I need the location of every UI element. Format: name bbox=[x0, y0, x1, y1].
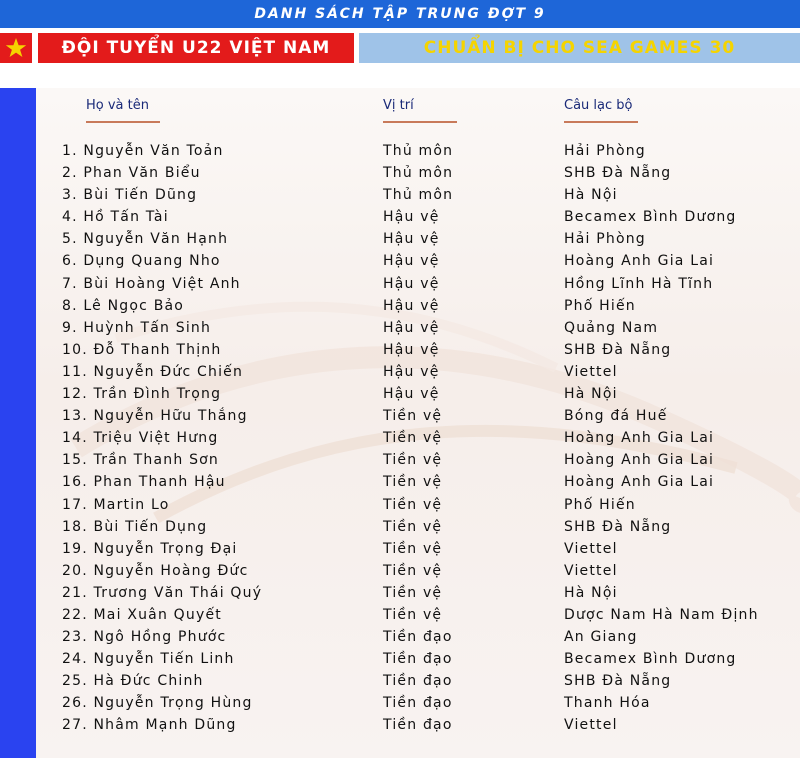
player-position: Tiền vệ bbox=[383, 452, 443, 469]
player-name: 22. Mai Xuân Quyết bbox=[62, 606, 222, 623]
player-position: Tiền vệ bbox=[383, 474, 443, 491]
player-row bbox=[0, 427, 800, 449]
player-club: Hải Phòng bbox=[564, 231, 646, 248]
player-name: 12. Trần Đình Trọng bbox=[62, 386, 222, 403]
player-position: Thủ môn bbox=[383, 187, 454, 204]
player-club: Viettel bbox=[564, 363, 618, 380]
player-name: 17. Martin Lo bbox=[62, 496, 170, 513]
player-club: SHB Đà Nẵng bbox=[564, 673, 672, 690]
player-club: Hồng Lĩnh Hà Tĩnh bbox=[564, 275, 714, 292]
player-position: Thủ môn bbox=[383, 143, 454, 159]
player-club: Viettel bbox=[564, 717, 618, 734]
player-club: Becamex Bình Dương bbox=[564, 209, 737, 226]
player-row bbox=[0, 604, 800, 626]
player-row bbox=[0, 361, 800, 383]
player-position: Tiền vệ bbox=[383, 584, 443, 601]
player-name: 7. Bùi Hoàng Việt Anh bbox=[62, 275, 241, 292]
player-position: Hậu vệ bbox=[383, 231, 440, 248]
player-club: Becamex Bình Dương bbox=[564, 651, 737, 668]
player-row bbox=[0, 648, 800, 670]
player-club: Viettel bbox=[564, 562, 618, 579]
player-club: Phố Hiến bbox=[564, 496, 636, 513]
player-position: Tiền đạo bbox=[383, 629, 453, 646]
player-position: Tiền vệ bbox=[383, 606, 443, 623]
player-club: Viettel bbox=[564, 540, 618, 557]
player-club: Hoàng Anh Gia Lai bbox=[564, 452, 715, 469]
player-row bbox=[0, 714, 800, 736]
player-club: SHB Đà Nẵng bbox=[564, 341, 672, 358]
player-list bbox=[0, 140, 800, 737]
player-row bbox=[0, 184, 800, 206]
player-club: An Giang bbox=[564, 629, 638, 646]
player-position: Tiền vệ bbox=[383, 408, 443, 425]
player-position: Tiền đạo bbox=[383, 673, 453, 690]
player-position: Tiền vệ bbox=[383, 540, 443, 557]
player-name: 3. Bùi Tiến Dũng bbox=[62, 187, 198, 204]
player-name: 16. Phan Thanh Hậu bbox=[62, 474, 226, 491]
column-header-name: Họ và tên bbox=[86, 98, 149, 113]
player-position: Hậu vệ bbox=[383, 319, 440, 336]
player-club: SHB Đà Nẵng bbox=[564, 518, 672, 535]
player-name: 5. Nguyễn Văn Hạnh bbox=[62, 231, 229, 248]
player-club: Hà Nội bbox=[564, 386, 618, 403]
player-row bbox=[0, 250, 800, 272]
player-club: Bóng đá Huế bbox=[564, 408, 668, 425]
player-name: 13. Nguyễn Hữu Thắng bbox=[62, 408, 248, 425]
player-position: Thủ môn bbox=[383, 165, 454, 182]
player-name: 8. Lê Ngọc Bảo bbox=[62, 297, 185, 314]
player-position: Tiền vệ bbox=[383, 430, 443, 447]
player-position: Tiền vệ bbox=[383, 518, 443, 535]
player-name: 10. Đỗ Thanh Thịnh bbox=[62, 341, 222, 358]
player-position: Tiền đạo bbox=[383, 651, 453, 668]
player-row bbox=[0, 162, 800, 184]
player-club: Quảng Nam bbox=[564, 319, 659, 336]
column-header-position: Vị trí bbox=[383, 98, 414, 113]
player-row bbox=[0, 383, 800, 405]
player-row bbox=[0, 494, 800, 516]
player-name: 19. Nguyễn Trọng Đại bbox=[62, 540, 238, 557]
player-club: Hoàng Anh Gia Lai bbox=[564, 474, 715, 491]
column-header-club: Câu lạc bộ bbox=[564, 98, 633, 113]
event-title: CHUẨN BỊ CHO SEA GAMES 30 bbox=[359, 33, 800, 63]
player-name: 14. Triệu Việt Hưng bbox=[62, 430, 219, 447]
player-row bbox=[0, 449, 800, 471]
player-position: Tiền vệ bbox=[383, 562, 443, 579]
player-position: Tiền đạo bbox=[383, 717, 453, 734]
player-name: 4. Hồ Tấn Tài bbox=[62, 209, 169, 226]
player-row bbox=[0, 670, 800, 692]
player-row bbox=[0, 228, 800, 250]
player-club: Hà Nội bbox=[564, 584, 618, 601]
player-position: Tiền vệ bbox=[383, 496, 443, 513]
player-row bbox=[0, 560, 800, 582]
vietnam-flag-icon bbox=[0, 33, 32, 63]
player-row bbox=[0, 626, 800, 648]
player-club: Hải Phòng bbox=[564, 143, 646, 159]
player-row bbox=[0, 140, 800, 162]
player-position: Hậu vệ bbox=[383, 386, 440, 403]
player-club: Hoàng Anh Gia Lai bbox=[564, 253, 715, 270]
player-position: Hậu vệ bbox=[383, 363, 440, 380]
player-name: 2. Phan Văn Biểu bbox=[62, 165, 201, 182]
player-club: SHB Đà Nẵng bbox=[564, 165, 672, 182]
player-club: Hoàng Anh Gia Lai bbox=[564, 430, 715, 447]
player-row bbox=[0, 692, 800, 714]
player-club: Dược Nam Hà Nam Định bbox=[564, 606, 759, 623]
player-row bbox=[0, 538, 800, 560]
team-title: ĐỘI TUYỂN U22 VIỆT NAM bbox=[38, 33, 354, 63]
player-name: 21. Trương Văn Thái Quý bbox=[62, 584, 263, 601]
player-row bbox=[0, 317, 800, 339]
player-row bbox=[0, 273, 800, 295]
player-position: Hậu vệ bbox=[383, 253, 440, 270]
player-position: Hậu vệ bbox=[383, 341, 440, 358]
player-name: 25. Hà Đức Chinh bbox=[62, 673, 204, 690]
player-name: 11. Nguyễn Đức Chiến bbox=[62, 363, 244, 380]
player-name: 1. Nguyễn Văn Toản bbox=[62, 143, 224, 159]
player-row bbox=[0, 339, 800, 361]
player-name: 15. Trần Thanh Sơn bbox=[62, 452, 219, 469]
player-club: Thanh Hóa bbox=[564, 695, 651, 712]
player-name: 20. Nguyễn Hoàng Đức bbox=[62, 562, 249, 579]
header-underline-name bbox=[86, 121, 160, 123]
player-row bbox=[0, 295, 800, 317]
player-position: Hậu vệ bbox=[383, 297, 440, 314]
player-row bbox=[0, 206, 800, 228]
player-row bbox=[0, 471, 800, 493]
player-name: 6. Dụng Quang Nho bbox=[62, 253, 221, 270]
header-title: DANH SÁCH TẬP TRUNG ĐỢT 9 bbox=[0, 0, 800, 28]
player-position: Tiền đạo bbox=[383, 695, 453, 712]
player-name: 9. Huỳnh Tấn Sinh bbox=[62, 319, 212, 336]
player-position: Hậu vệ bbox=[383, 275, 440, 292]
header-underline-club bbox=[564, 121, 638, 123]
player-club: Phố Hiến bbox=[564, 297, 636, 314]
player-row bbox=[0, 516, 800, 538]
player-club: Hà Nội bbox=[564, 187, 618, 204]
player-position: Hậu vệ bbox=[383, 209, 440, 226]
player-row bbox=[0, 405, 800, 427]
player-name: 23. Ngô Hồng Phước bbox=[62, 629, 227, 646]
player-name: 26. Nguyễn Trọng Hùng bbox=[62, 695, 253, 712]
player-name: 18. Bùi Tiến Dụng bbox=[62, 518, 208, 535]
player-name: 24. Nguyễn Tiến Linh bbox=[62, 651, 235, 668]
header-underline-position bbox=[383, 121, 457, 123]
player-row bbox=[0, 582, 800, 604]
player-name: 27. Nhâm Mạnh Dũng bbox=[62, 717, 237, 734]
